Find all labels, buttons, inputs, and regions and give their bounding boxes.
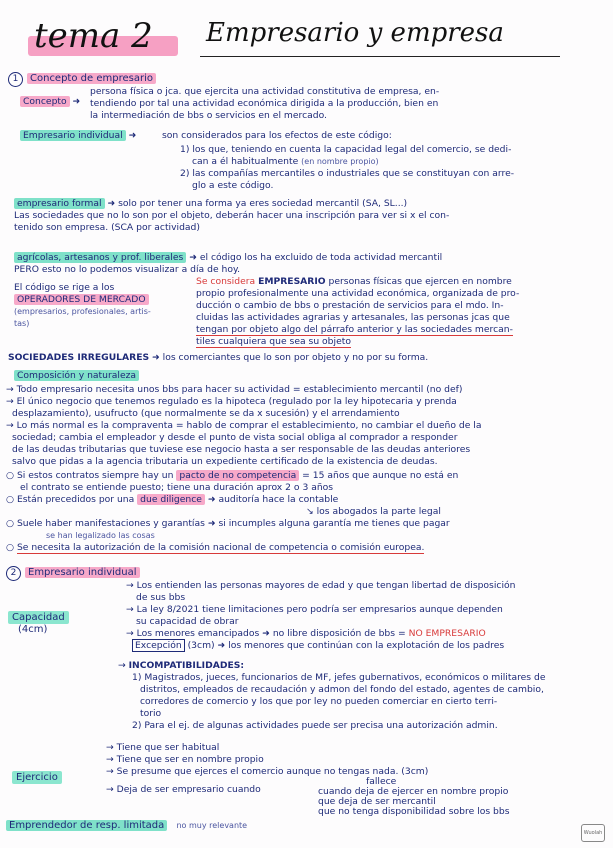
section-2-number: 2 [6,566,21,581]
individual-label: Empresario individual ➜ [20,130,136,142]
incompatibilidades-block: → INCOMPATIBILIDADES: 1) Magistrados, jueces, funcionarios de MF, jefes gubernativos, económicos o militares de distritos, empleados de recaudación y admon del fondo del estado, agentes de cambio, corredores de comercio y los que por ley no pueden comerciar en cierto terri- torio 2) Para el ej. de algunas actividades puede ser precisa una autorización admin. [118,660,546,731]
individual-list: 1) los que, teniendo en cuenta la capacidad legal del comercio, se dedi- can a él habitualmente (en nombre propio) 2) las compañías mercantiles o industriales que se constituyan con arre- glo a este código. [180,144,515,191]
section-2-heading [6,566,140,581]
formal-block: empresario formal ➜ solo por tener una forma ya eres sociedad mercantil (SA, SL...) Las sociedades que no lo son por el objeto, deberán hacer una inscripción para ver si x el con- tenido son empresa. (SCA por actividad) [14,198,450,233]
composicion-heading: Composición y naturaleza [14,370,139,382]
composicion-body: → Todo empresario necesita unos bbs para hacer su actividad = establecimiento mercantil (no def) → El único negocio que tenemos regulado es la hipoteca (regulado por la ley hipotecaria y prenda desplazamiento), usufructo (que normalmente se da x sucesión) y el arrendamiento → Lo más normal es la compraventa = hablo de comprar el establecimiento, no cambiar el dueño de la sociedad; cambia el empleador y desde el punto de vista social obliga al comprador a responder de las deudas tributarias que tuviese ese negocio hasta a ser responsable de las deudas anteriores salvo que pidas a la agencia tributaria un expediente certificado de la existencia de deudas. ○ Si estos contratos siempre hay un pacto de no competencia = 15 años que aunque no está en el contrato se entiende puesto; tiene una duración aprox 2 o 3 años ○ Están precedidos por una due diligence ➜ auditoría hace la contable ↘ los abogados la parte legal ○ Suele haber manifestaciones y garantías ➜ si incumples alguna garantía me tienes que pagar se han legalizado las cosas ○ Se necesita la autorización de la comisión nacional de competencia o comisión europea. [6,384,482,553]
ejercicio-label: Ejercicio [12,772,62,784]
section-1-heading [8,72,156,87]
agricolas-block: agrícolas, artesanos y prof. liberales ➜ el código los ha excluido de toda actividad mercantil PERO esto no lo podemos visualizar a día de hoy. [14,252,443,275]
se-considera-block: Se considera EMPRESARIO personas físicas que ejercen en nombre propio profesionalmente una actividad económica, organizada de pro- ducción o cambio de bbs o prestación de servicios para el mdo. In- cluidas las actividades agrarias y artesanales, las personas jcas que tengan por objeto algo del párrafo anterior y las sociedades mercan- tiles cualquiera que sea su objeto [196,276,520,347]
concepto-definition: persona física o jca. que ejercita una actividad constitutiva de empresa, en- tendiendo por tal una actividad económica dirigida a la producción, bien en la intermediación de bbs o servicios en el mercado. [90,86,440,121]
section-1-title: Concepto de empresario [27,73,156,84]
operadores-note: El código se rige a los OPERADORES DE MERCADO (empresarios, profesionales, artis- tas) [14,282,151,328]
title-block [28,14,588,62]
section-1-number: 1 [8,72,23,87]
irregulares-line: SOCIEDADES IRREGULARES ➜ los comerciantes que lo son por objeto y no por su forma. [8,352,429,363]
wuolah-logo-icon: Wuolah [581,824,605,842]
emprendedor-line: Emprendedor de resp. limitada no muy relevante [6,820,247,832]
section-2-title: Empresario individual [25,567,140,578]
capacidad-list: → Los entienden las personas mayores de edad y que tengan libertad de disposición de sus bbs → La ley 8/2021 tiene limitaciones pero podría ser empresarios aunque dependen su capacidad de obrar → Los menores emancipados ➜ no libre disposición de bbs = NO EMPRESARIO Excepción (3cm) ➜ los menores que continúan con la explotación de los padres [126,580,516,651]
capacidad-label: Capacidad (4cm) [8,612,69,636]
topic-number-title: tema 2 [34,16,153,56]
title-underline [200,56,560,57]
arrow-icon: ➜ [72,96,81,107]
formal-label: empresario formal [14,198,105,209]
ejercicio-list: → Tiene que ser habitual → Tiene que ser en nombre propio → Se presume que ejerces el comercio aunque no tengas nada. (3cm) → Deja de ser empresario cuando fallece cuando deja de ejercer en nombre propio que deja de ser mercantil que no tenga disponibilidad sobre los bbs [106,742,510,817]
topic-subtitle: Empresario y empresa [206,18,504,48]
individual-intro: son considerados para los efectos de este código: [162,130,392,141]
agricolas-label: agrícolas, artesanos y prof. liberales [14,252,186,263]
concepto-label: Concepto ➜ [20,96,80,108]
